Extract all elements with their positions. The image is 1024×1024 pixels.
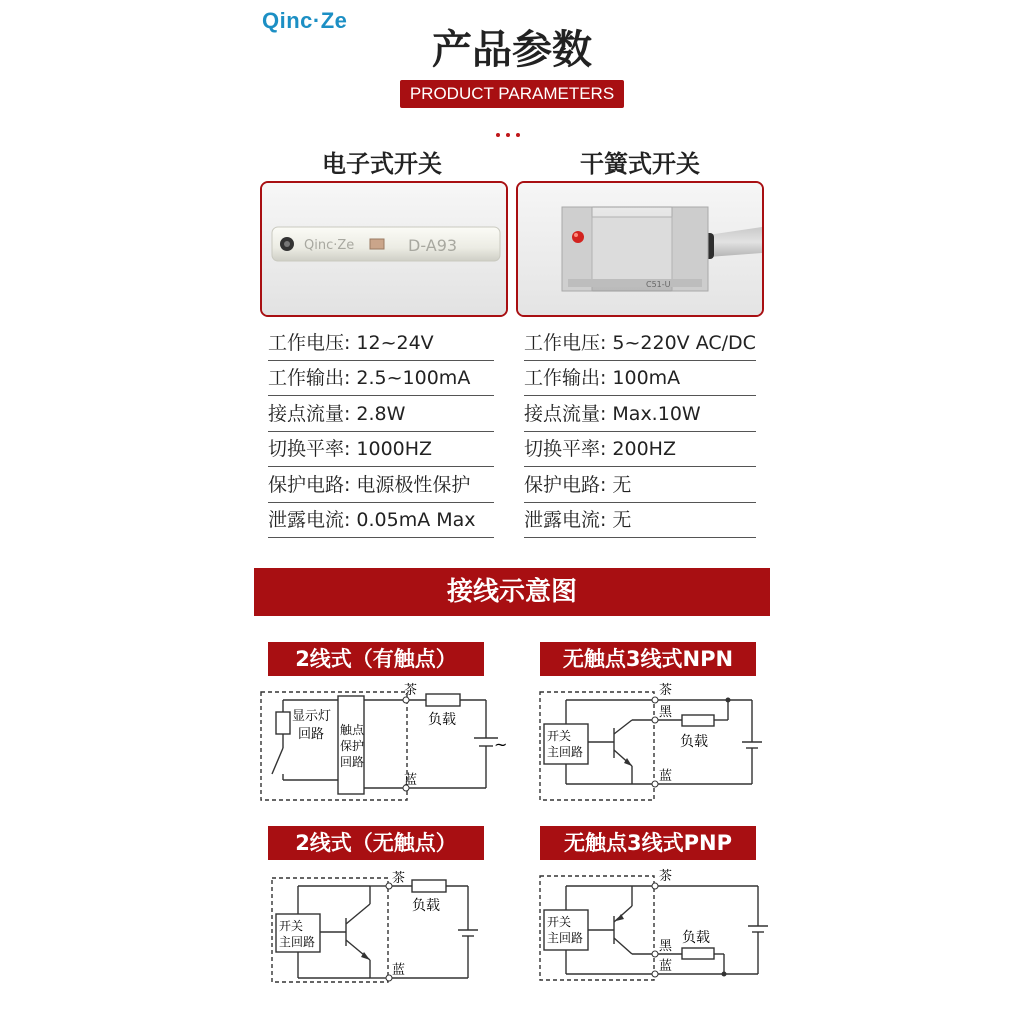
diagram-label-2wire-contactless: 2线式（无触点） [268,826,484,860]
wire-black-label: 黑 [659,939,673,954]
spec-value: 无 [612,509,632,531]
spec-key: 泄露电流: [524,509,607,531]
spec-value: 2.8W [356,402,406,425]
spec-key: 工作输出: [268,367,351,390]
spec-value: 0.05mA Max [356,509,476,531]
load-label: 负载 [412,898,440,914]
spec-key: 工作电压: [524,332,607,354]
lamp-circuit-label-2: 回路 [298,727,325,742]
ac-symbol: ~ [494,735,508,754]
spec-key: 保护电路: [524,473,607,496]
spec-row [524,432,756,467]
spec-key: 接点流量: [524,402,607,425]
diagram-label-3wire-npn: 无触点3线式NPN [540,642,756,676]
spec-value: 电源极性保护 [356,473,471,496]
electronic-switch-image [260,181,508,317]
spec-value: 200HZ [612,438,676,461]
protect-circuit-label-1: 触点 [340,723,365,737]
spec-value: 100mA [612,367,681,390]
wire-blue-label: 蓝 [392,963,406,978]
main-circuit-label-1: 开关 [547,729,572,743]
spec-row [524,361,756,396]
spec-row [524,503,756,538]
spec-value: 1000HZ [356,438,433,461]
diagram-label-3wire-pnp: 无触点3线式PNP [540,826,756,860]
spec-value: 无 [612,473,632,496]
wire-brown-label: 茶 [392,871,406,886]
wire-blue-label: 蓝 [659,959,673,974]
spec-value: 2.5~100mA [356,367,471,390]
spec-row [268,468,494,503]
main-circuit-label-1: 开关 [279,919,304,933]
spec-key: 切换平率: [524,438,607,461]
wiring-diagram-3wire-npn [532,680,782,804]
spec-row [268,361,494,396]
diagram-label-2wire-contact: 2线式（有触点） [268,642,484,676]
protect-circuit-label-2: 保护 [340,739,365,753]
wire-blue-label: 蓝 [404,773,418,788]
spec-row [268,432,494,467]
spec-value: 12~24V [356,332,434,354]
spec-key: 泄露电流: [268,509,351,531]
wire-brown-label: 茶 [659,683,673,698]
load-label: 负载 [680,734,708,750]
wiring-section-banner: 接线示意图 [254,568,770,616]
reed-switch-image [516,181,764,317]
spec-key: 切换平率: [268,438,351,461]
page-title: 产品参数 [432,27,592,73]
wire-blue-label: 蓝 [659,769,673,784]
main-circuit-label-2: 主回路 [547,745,584,759]
spec-row [268,326,494,361]
load-label: 负载 [428,712,456,728]
protect-circuit-label-3: 回路 [340,755,365,769]
wire-black-label: 黑 [659,705,673,720]
spec-row [524,468,756,503]
decorative-dots [496,122,530,128]
main-circuit-label-2: 主回路 [547,931,584,945]
spec-key: 工作输出: [524,367,607,390]
spec-row [268,397,494,432]
spec-key: 工作电压: [268,332,351,354]
spec-row [268,503,494,538]
wire-brown-label: 茶 [659,869,673,884]
main-circuit-label-1: 开关 [547,915,572,929]
product-model-print: D-A93 [408,236,458,255]
wire-brown-label: 茶 [404,683,418,698]
wiring-diagram-3wire-pnp [532,866,782,990]
load-label: 负载 [682,930,710,946]
product-brand-print: Qinc·Ze [304,238,355,253]
product-model-print: C51-U [646,280,671,289]
spec-value: 5~220V AC/DC [612,332,756,354]
electronic-switch-title: 电子式开关 [322,150,442,178]
spec-row [524,326,756,361]
subtitle-badge: PRODUCT PARAMETERS [400,80,624,108]
spec-key: 接点流量: [268,402,351,425]
spec-value: Max.10W [612,402,701,425]
lamp-circuit-label-1: 显示灯 [292,709,332,724]
main-circuit-label-2: 主回路 [279,935,316,949]
spec-row [524,397,756,432]
wiring-diagram-2wire-contactless [262,866,492,990]
wiring-diagram-2wire-contact [256,680,516,804]
reed-switch-title: 干簧式开关 [580,150,700,178]
brand-logo: Qinc·Ze [262,8,348,33]
spec-key: 保护电路: [268,473,351,496]
